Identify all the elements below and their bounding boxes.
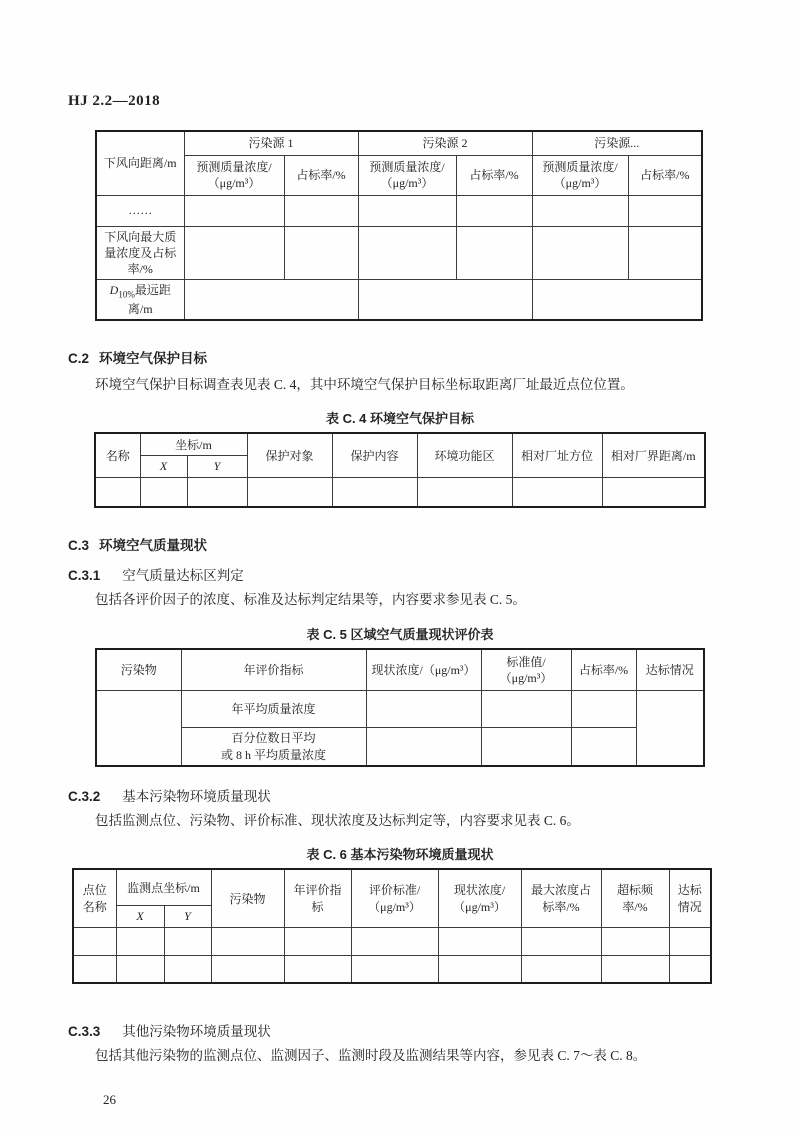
cell-empty	[438, 955, 521, 983]
paragraph-c31: 包括各评价因子的浓度、标准及达标判定结果等，内容要求参见表 C. 5。	[95, 592, 526, 608]
cell-empty	[628, 195, 702, 226]
table-c4	[94, 432, 706, 508]
cell-empty	[358, 226, 456, 280]
cell-empty	[571, 691, 636, 728]
header-standard-ratio: 占标率/%	[571, 649, 636, 691]
header-standard-ratio: 占标率/%	[628, 155, 702, 195]
header-downwind-distance: 下风向距离/m	[96, 131, 184, 195]
cell-empty	[184, 280, 358, 320]
header-source-1: 污染源 1	[184, 131, 358, 155]
header-source-n: 污染源...	[532, 131, 702, 155]
table-c6	[72, 868, 712, 984]
cell-empty	[187, 477, 247, 507]
cell-empty	[636, 691, 704, 766]
cell-empty	[96, 691, 181, 766]
header-name: 名称	[95, 433, 140, 477]
cell-empty	[95, 477, 140, 507]
section-number: C.3.2	[68, 788, 101, 804]
section-number: C.2	[68, 350, 90, 366]
header-standard-ratio: 占标率/%	[284, 155, 358, 195]
cell-empty	[601, 955, 669, 983]
cell-empty	[521, 927, 601, 955]
cell-empty	[669, 955, 711, 983]
row-label-annual-average: 年平均质量浓度	[181, 691, 366, 728]
cell-empty	[73, 955, 116, 983]
header-source-2: 污染源 2	[358, 131, 532, 155]
header-attainment-status: 达标情况	[636, 649, 704, 691]
cell-empty	[184, 195, 284, 226]
section-title: 环境空气保护目标	[99, 350, 208, 366]
cell-empty	[358, 195, 456, 226]
cell-empty	[366, 728, 481, 766]
label-line: 或 8 h 平均质量浓度	[220, 747, 326, 762]
cell-empty	[211, 927, 284, 955]
header-max-concentration-ratio: 最大浓度占标率/%	[521, 869, 601, 927]
row-label-d10-distance: $D_{10\%}$最远距离/m	[96, 280, 184, 320]
header-standard-ratio: 占标率/%	[456, 155, 532, 195]
section-heading-c33	[68, 1020, 800, 1040]
row-label-ellipsis: ……	[96, 195, 184, 226]
cell-empty	[512, 477, 602, 507]
cell-empty	[669, 927, 711, 955]
cell-empty	[116, 927, 164, 955]
cell-empty	[602, 477, 705, 507]
cell-empty	[481, 728, 571, 766]
cell-empty	[456, 195, 532, 226]
header-exceedance-frequency: 超标频率/%	[601, 869, 669, 927]
cell-empty	[164, 927, 211, 955]
header-attainment-status: 达标情况	[669, 869, 711, 927]
header-coordinates: 坐标/m	[140, 433, 247, 455]
cell-empty	[116, 955, 164, 983]
cell-empty	[571, 728, 636, 766]
cell-empty	[140, 477, 187, 507]
header-env-function-zone: 环境功能区	[417, 433, 512, 477]
cell-empty	[247, 477, 332, 507]
header-annual-eval-index: 年评价指标	[181, 649, 366, 691]
cell-empty	[601, 927, 669, 955]
cell-empty	[284, 195, 358, 226]
standard-code: HJ 2.2—2018	[68, 93, 161, 109]
page-number: 26	[103, 1091, 116, 1107]
cell-empty	[351, 927, 438, 955]
cell-empty	[73, 927, 116, 955]
cell-empty	[164, 955, 211, 983]
paragraph-c33: 包括其他污染物的监测点位、监测因子、监测时段及监测结果等内容，参见表 C. 7～表 C. 8。	[95, 1048, 647, 1064]
cell-empty	[532, 195, 628, 226]
cell-empty	[521, 955, 601, 983]
header-monitoring-coordinates: 监测点坐标/m	[116, 869, 211, 905]
cell-empty	[284, 927, 351, 955]
header-direction-from-site: 相对厂址方位	[512, 433, 602, 477]
header-protection-content: 保护内容	[332, 433, 417, 477]
cell-empty	[628, 226, 702, 280]
section-title: 基本污染物环境质量现状	[122, 788, 271, 804]
section-title: 其他污染物环境质量现状	[122, 1024, 271, 1040]
paragraph-c2: 环境空气保护目标调查表见表 C. 4，其中环境空气保护目标坐标取距离厂址最近点位位置。	[95, 376, 634, 392]
section-heading-c3	[68, 534, 800, 554]
header-site-name: 点位名称	[73, 869, 116, 927]
cell-empty	[481, 691, 571, 728]
table-c5-caption: 表 C. 5 区域空气质量现状评价表	[306, 626, 494, 642]
section-heading-c31	[68, 564, 800, 584]
table-c4-caption: 表 C. 4 环境空气保护目标	[325, 411, 475, 427]
header-x: X	[140, 455, 187, 477]
prediction-table	[95, 130, 703, 321]
cell-empty	[284, 955, 351, 983]
section-heading-c32	[68, 785, 800, 805]
header-annual-eval-index: 年评价指标	[284, 869, 351, 927]
cell-empty	[351, 955, 438, 983]
cell-empty	[366, 691, 481, 728]
header-current-concentration: 现状浓度/（μg/m³）	[438, 869, 521, 927]
cell-empty	[456, 226, 532, 280]
row-label-percentile-average	[181, 728, 366, 766]
header-standard-value: 标准值/（μg/m³）	[481, 649, 571, 691]
row-label-max-concentration: 下风向最大质量浓度及占标率/%	[96, 226, 184, 280]
section-title: 环境空气质量现状	[99, 538, 208, 554]
header-y: Y	[187, 455, 247, 477]
cell-empty	[284, 226, 358, 280]
cell-empty	[438, 927, 521, 955]
section-number: C.3.1	[68, 568, 101, 584]
cell-empty	[417, 477, 512, 507]
header-pollutant: 污染物	[211, 869, 284, 927]
paragraph-c32: 包括监测点位、污染物、评价标准、现状浓度及达标判定等，内容要求见表 C. 6。	[95, 812, 580, 828]
header-pollutant: 污染物	[96, 649, 181, 691]
header-y: Y	[164, 905, 211, 927]
section-number: C.3.3	[68, 1024, 101, 1040]
table-c6-caption: 表 C. 6 基本污染物环境质量现状	[306, 847, 494, 863]
table-c5	[95, 648, 705, 767]
header-eval-standard: 评价标准/（μg/m³）	[351, 869, 438, 927]
header-current-concentration: 现状浓度/（μg/m³）	[366, 649, 481, 691]
cell-empty	[211, 955, 284, 983]
header-x: X	[116, 905, 164, 927]
header-predicted-concentration: 预测质量浓度/（μg/m³）	[358, 155, 456, 195]
section-heading-c2	[68, 347, 800, 367]
header-predicted-concentration: 预测质量浓度/（μg/m³）	[184, 155, 284, 195]
header-distance-from-boundary: 相对厂界距离/m	[602, 433, 705, 477]
cell-empty	[358, 280, 532, 320]
cell-empty	[532, 280, 702, 320]
label-line: 百分位数日平均	[231, 731, 316, 746]
section-title: 空气质量达标区判定	[122, 568, 244, 584]
cell-empty	[332, 477, 417, 507]
section-number: C.3	[68, 538, 90, 554]
header-protection-object: 保护对象	[247, 433, 332, 477]
header-predicted-concentration: 预测质量浓度/（μg/m³）	[532, 155, 628, 195]
cell-empty	[184, 226, 284, 280]
cell-empty	[532, 226, 628, 280]
